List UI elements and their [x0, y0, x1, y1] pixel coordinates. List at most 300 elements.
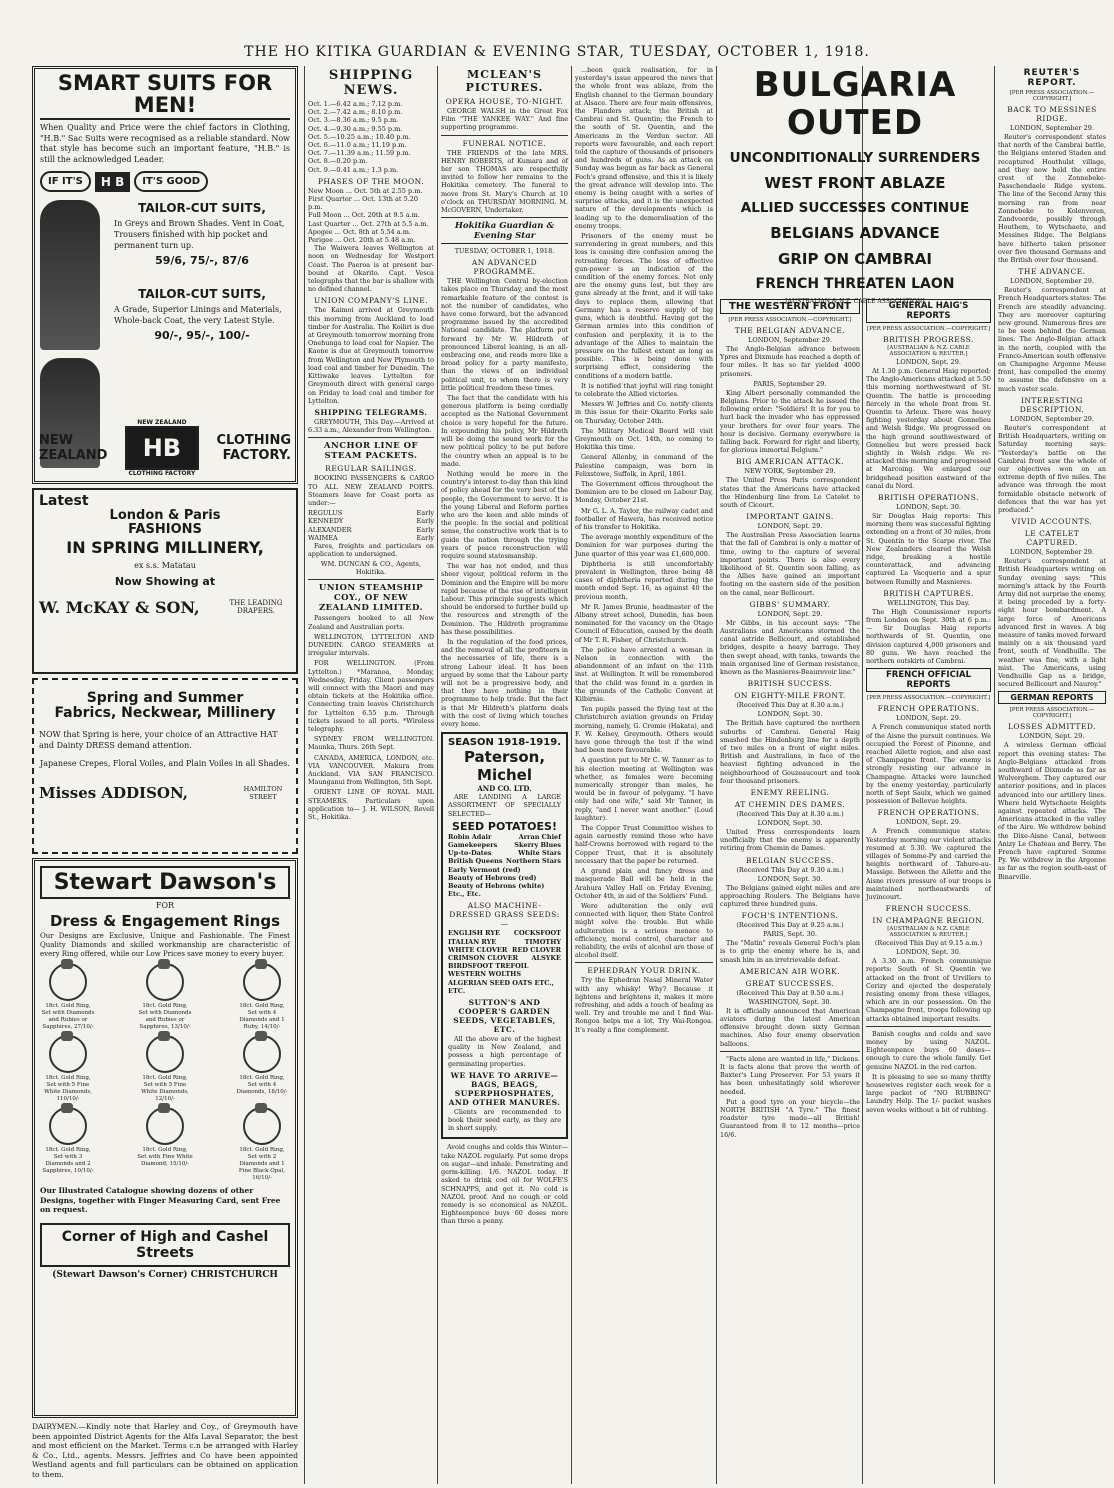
tide-row: Oct. 1.—6.42 a.m.; 7.12 p.m.	[308, 100, 403, 108]
smart-suits-title: SMART SUITS FOR MEN!	[40, 72, 290, 120]
news-column	[575, 66, 713, 1484]
paper-name: Hokitika Guardian & Evening Star	[441, 221, 568, 244]
ship-name: WAIMEA	[308, 533, 338, 542]
news-paragraph: It is notified that joyful will ring tonight to celebrate the Allied victories.	[575, 381, 713, 398]
operations-title: BRITISH OPERATIONS.	[878, 493, 979, 503]
brand-right	[216, 433, 291, 463]
french-ops2-text: A French communique states: Yesterday morning our violent attacks resumed at 5.30. We captured the villages of Somme-Py and carried the heights northward of Tahure-au-Massige. Between the Ailette and the Aisne rivers pressure of our troops is maintained northeastwards of Juvincourt.	[866, 827, 991, 901]
potato-row	[448, 866, 561, 874]
ship-row	[308, 534, 434, 542]
column-rule	[716, 66, 717, 1484]
american-text: The United Press Paris correspondent states that the Americans have attacked the Hindenburg line from Le Catelet to south of Cicourt.	[720, 476, 860, 510]
potato-row-left: Beauty of Hebrons (red)	[448, 873, 537, 882]
ring-row	[40, 963, 290, 1031]
tide-row: Oct. 8.—0.20 p.m.	[308, 157, 368, 166]
leader-title: AN ADVANCED PROGRAMME.	[471, 258, 538, 277]
millinery-ad	[32, 488, 298, 674]
leader-paragraph: In the regulation of the food prices, and the removal of all the profiteers in the necessaries of life, there is a strong Labour ideal. It has been argued by some that the Labour party will not be a progressive body, and that they have nothing in their programme to help trade. But the fact is that Mr Hildreth's platform deals with the cost of living which touches every home.	[441, 637, 568, 728]
moon-title: PHASES OF THE MOON.	[317, 176, 425, 186]
belgian-success-received: (Received This Day at 9.30 a.m.)	[736, 865, 844, 874]
canada-text: CANADA, AMERICA, LONDON, etc. VIA VANCOUVER. Makura from Auckland. VIA SAN FRANCISCO. Maunganui from Wellington, 5th Sept.	[308, 753, 434, 787]
potato-row	[448, 833, 561, 841]
mcleans-title: MCLEAN'S PICTURES.	[465, 68, 544, 94]
eighty-dateline: LONDON, Sept. 30.	[757, 710, 823, 719]
ship-departure: Early	[416, 517, 434, 526]
catelet-dateline: LONDON, September 29.	[1010, 548, 1094, 557]
tailor-suits-prices: 90/-, 95/-, 100/-	[154, 328, 250, 342]
leader-paragraph: The fact that the candidate with his generous platform is being cordially accepted as the National Government choice is very hopeful for the future. In expounding his policy, Mr Hildreth will be doing the sound work for the new political policy to be put before the country when an appeal is to be made.	[441, 394, 568, 468]
brand-left-line: NEW	[39, 433, 74, 448]
messines-title: BACK TO MESSINES RIDGE.	[1007, 105, 1097, 123]
moon-table	[308, 187, 434, 244]
grass-title: ALSO MACHINE-DRESSED GRASS SEEDS:—	[449, 901, 560, 929]
headline: ALLIED SUCCESSES CONTINUE	[740, 200, 970, 216]
french-official-head: FRENCH OFFICIAL REPORTS	[866, 668, 991, 692]
grass-row	[448, 979, 561, 995]
column-rule	[304, 66, 305, 1484]
news-paragraph: Diphtheria is still uncomfortably prevalent in Wellington, three being 48 cases of diphtheria reported during the month ended Sept. 16, as against 40 the previous month.	[575, 559, 713, 601]
enemy-title: ENEMY REELING.	[750, 787, 830, 797]
operations-dateline: LONDON, Sept. 30.	[896, 503, 961, 512]
royal-mail-text: ORIENT LINE OF ROYAL MAIL STEAMERS. Particulars upon application to— J. H. WILSON, Revell St., Hokitika.	[308, 788, 434, 822]
headline: GRIP ON CAMBRAI	[778, 250, 932, 268]
eighty-title: ON EIGHTY-MILE FRONT.	[734, 691, 846, 701]
ring-image	[49, 963, 87, 1001]
anchor-title: ANCHOR LINE OF STEAM PACKETS.	[323, 441, 419, 462]
season-title: SEASON 1918-1919.	[448, 737, 561, 749]
ship-departure: Early	[416, 533, 434, 542]
telegrams-text: GREYMOUTH, This Day.—Arrived at 6.33 a.m., Alexander from Wellington.	[308, 417, 434, 435]
air-sub: GREAT SUCCESSES.	[745, 978, 835, 988]
addison-street: HAMILTON STREET	[243, 784, 283, 801]
stewart-dawson-ad	[32, 858, 298, 1418]
dames-received: (Received This Day at 8.30 a.m.)	[736, 809, 844, 818]
shipping-column	[308, 66, 434, 1484]
leader-paragraph: Nothing would be more in the country's interest to-day than this kind of policy ahead for the very best of the people, the Government to serve. It is the young Liberal and Reform parties who are the keen and able minds of the people. In the social and political sense, the constructive work that is to guide the nation through the trying years of peace reconstruction will require sound statesmanship.	[441, 469, 568, 560]
ring-image	[146, 1107, 184, 1145]
belgian-dateline: LONDON, September 29.	[748, 336, 832, 344]
moon-row: Apogee ... Oct. 8th at 5.54 a.m.	[308, 227, 411, 236]
news-paragraph: Prisoners of the enemy must be surrendering in great numbers, and this loss is causing dire confusion among the retreating forces. The loss of effective gun-power is an indication of the condition of the enemy forces. Not only are the enemy guns lost, but they are guns already at the front, and it will take days to replace them, allowing that Germany has a reserve supply of big guns, which is doubtful. Having got the German armies into this condition of confusion and perplexity, it is to the advantage of the Allies to maintain the pressure on the fullest extent as long as possible. This is being done with surprising effect, considering the conditions of a modern battle.	[575, 232, 713, 380]
belgian-text: The Anglo-Belgian advance between Ypres and Dixmude has reached a depth of four miles. It has so far yielded 4000 prisoners.	[720, 345, 860, 378]
ring-caption: 18ct. Gold Ring, Set with 5 Fine White Diamonds, 110/10/-	[44, 1075, 92, 1102]
foch-text: The "Matin" reveals General Foch's plan is to grip the enemy where he is, and smash him in an irretrievable defeat.	[720, 939, 860, 964]
messines-text: Reuter's correspondent states that north of the Cambrai battle, the Belgians entered Staden and recaptured Houthulst village, and they now hold the entire crest of the Zonnebeke-Passchendaele Ridge system. The line of the Second Army this morning ran from near Zonnebeke to Kolenveren, Zandvoorde, possibly through Houthem, to Wytschaete, and Messines Ridge. The Belgians have hitherto taken prisoner over five thousand Germans and the British over four thousand.	[998, 133, 1106, 265]
grass-row-left: WESTERN WOLTHS	[448, 970, 522, 979]
ship-row	[308, 509, 434, 517]
headline-block	[720, 65, 990, 305]
paper-date: TUESDAY, OCTOBER 1, 1918.	[454, 247, 555, 256]
brand-left	[39, 433, 107, 463]
firm-text: ARE LANDING A LARGE ASSORTMENT OF SPECIALLY SELECTED—	[448, 793, 561, 818]
grass-row	[448, 962, 561, 970]
sutton-text: All the above are of the highest quality in New Zealand, and possess a high percentage of germinating properties.	[448, 1035, 561, 1068]
ship-name: KENNEDY	[308, 517, 344, 526]
ship-name: REGULUS	[308, 509, 343, 518]
gibbs-dateline: LONDON, Sept. 29.	[757, 609, 823, 618]
progress-credit: [AUSTRALIAN & N.Z. CABLE ASSOCIATION & REUTER.]	[887, 345, 970, 357]
potato-row-left: Early Vermont (red)	[448, 865, 521, 874]
dawson-catalogue: Our Illustrated Catalogue showing dozens of other Designs, together with Finger Measuring Card, sent Free on request.	[40, 1186, 281, 1214]
headline: FRENCH THREATEN LAON	[755, 276, 955, 292]
tide-row: Oct. 3.—8.36 a.m.; 9.5 p.m.	[308, 116, 399, 125]
dames-dateline: LONDON, Sept. 30.	[757, 818, 823, 827]
smart-suits-ad	[32, 66, 298, 484]
potato-row-left: Gamekeepers	[448, 841, 498, 850]
addison-ad	[32, 678, 298, 854]
grass-row	[448, 929, 561, 937]
french-success-title: FRENCH SUCCESS.	[885, 904, 972, 914]
funeral-text: THE FRIENDS of the late MRS. HENRY ROBERTS, of Kumara and of her son THOMAS are respectfully invited to follow her remains to the Hokitika cemetery. The funeral to move from St. Mary's Church at 10 o'clock on THURSDAY MORNING. M. McGOVERN, Undertaker.	[441, 148, 568, 215]
ring-image	[49, 1035, 87, 1073]
news-paragraph: General Allenby, in command of the Palestine campaign, was born in Felixstowe, Suffolk, in April, 1861.	[575, 453, 713, 478]
cable-credit: [AUSTRALIAN & N.Z. CABLE ASSOCIATION]	[785, 298, 925, 305]
addison-firm-name: Misses ADDISON,	[39, 783, 188, 802]
drink-text: Try the Ephedran Nasal Mineral Water with any whisky! Why? Because it lightens and brightens it, makes it more refreshing, and adds a touch of healing as well. Try and trouble me and I find Wai-Rongoa helps me a lot. Try Wai-Rongoa. It's really a fine complement.	[575, 976, 713, 1034]
firm-sub: AND CO. LTD.	[477, 784, 532, 794]
captures-title: BRITISH CAPTURES.	[883, 588, 974, 598]
millinery-line: FASHIONS	[128, 521, 202, 537]
column-rule	[571, 66, 572, 1484]
advance-title: THE ADVANCE.	[1018, 267, 1086, 277]
tailor-suits-title: TAILOR-CUT SUITS,	[138, 201, 266, 216]
news-paragraph: The average monthly expenditure of the Dominion for war purposes during the June quarter of this year was £1,600,000.	[575, 533, 713, 558]
potato-row-right: White Stars	[518, 849, 561, 858]
ring-item	[234, 963, 290, 1031]
news-paragraph: The Copper Trust Committee wishes to again earnestly remind those who have half-Crowns borrowed with regard to the Copper Trust, that it is absolutely necessary that the paper be returned.	[575, 824, 713, 865]
western-credit: [PER PRESS ASSOCIATION.—COPYRIGHT.]	[728, 317, 852, 323]
belgian-success-text: The Belgians gained eight miles and are approaching Roulers. The Belgians have captured three hundred guns.	[720, 883, 860, 908]
foch-dateline: PARIS, Sept. 30.	[763, 930, 817, 939]
mcleans-text: GEORGE WALSH in the Great Fox Film "THE YANKEE WAY." And fine supporting programme.	[441, 107, 568, 132]
smart-suits-intro: When Quality and Price were the chief factors in Clothing, "H.B." Sac Suits were recognised as a reliable standard. Now that style has become such an important feature, "H.B." is still the acknowledged Leader.	[40, 123, 291, 164]
drink-title: EPHEDRAN YOUR DRINK.	[587, 966, 701, 976]
losses-text: A wireless German official report this evening states: The Anglo-Belgians attacked from southward of Dixmude as far as Wulverghem. They captured our anterior positions, and in places advanced into our artillery lines. Where held Wytschaete Heights against repeated attacks. The Americans attacked in the valley of the Aire. We withdrew behind the Dixe-Aisne Canal, between Anizy Le Chateau and Berry. The French have captured Somme Py. We withdrew in the Argonne as far as the region south-east of Binarville.	[998, 741, 1106, 881]
eighty-text: The British have captured the northern suburbs of Cambrai. General Haig smashed the Hindenburg line for a depth of two miles on a front of eight miles. British and Australians, in face of the heaviest fighting advanced in the neighbourhood of Gouzeaucourt and took four thousand prisoners.	[720, 719, 860, 785]
millinery-line: London & Paris	[109, 508, 221, 523]
tailor-suits-text: In Greys and Brown Shades. Vent in Coat, Trousers finished with hip pocket and permanent turn up.	[114, 218, 285, 250]
funeral-title: FUNERAL NOTICE.	[462, 138, 547, 148]
grass-row-right: TIMOTHY	[524, 937, 561, 946]
masthead	[0, 0, 1114, 58]
addison-firm	[39, 784, 291, 802]
ring-item	[40, 1107, 96, 1182]
gibbs-text: Mr Gibbs, in his account says: "The Australians and Americans stormed the canal astride Bellicourt, and established bridges, despite a heavy barrage. They then swept ahead, with tanks, towards the main organised line of German resistance, known as the Masnieres-Beaurevoir line."	[720, 618, 860, 677]
western-front-column	[720, 296, 860, 1484]
millinery-firm-tag: THE LEADING DRAPERS.	[229, 599, 283, 616]
tide-row: Oct. 7.—11.39 a.m.; 11.59 p.m.	[308, 149, 411, 158]
paris-dateline: PARIS, September 29.	[753, 379, 827, 388]
slogan-mark: H B	[95, 172, 130, 192]
sydney-text: SYDNEY FROM WELLINGTON. Maunka, Thurs. 26th Sept.	[308, 735, 434, 752]
ring-image	[243, 1035, 281, 1073]
ring-caption: 18ct. Gold Ring, Set with Fine White Diamond, 15/10/-	[137, 1147, 193, 1167]
tide-row: Oct. 9.—0.41 a.m.; 1.3 p.m.	[308, 165, 399, 174]
potato-row-left: Robin Adair	[448, 832, 492, 841]
news-paragraph: The police have arrested a woman in Nelson in connection with the abandonment of an infant on the 11th inst. at Wellington. It will be remembered that the child was found in a garden in the grounds of the Catholic Convent at Kilbirnie.	[575, 645, 713, 704]
man-figure-image	[40, 200, 100, 350]
baxter-ad: "Facts alone are wanted in life," Dickens. It is facts alone that prove the worth of Baxter's Lung Preserver. For 53 years it has been unhesitatingly sold wherever needed.	[720, 1054, 860, 1096]
champagne-title: IN CHAMPAGNE REGION.	[872, 916, 985, 926]
reuter-credit: [PER PRESS ASSOCIATION.—COPYRIGHT.]	[1009, 90, 1095, 102]
belgian-success-title: BELGIAN SUCCESS.	[746, 855, 834, 865]
brand-right-line: FACTORY.	[222, 448, 291, 463]
anchor-agent: WM. DUNCAN & CO., Agents, Hokitika.	[320, 560, 422, 577]
ring-caption: 18ct. Gold Ring, Set with Diamonds and Rubies or Sapphires, 13/10/-	[138, 1003, 192, 1030]
ring-item	[137, 1035, 193, 1103]
progress-text: At 1.30 p.m. General Haig reported: The Anglo-Americans attacked at 5.50 this morning northwestward of St. Quentin. The battle is proceeding fiercely in the whole front from St. Quentin to Arleux. There was heavy fighting yesterday about Gonnelieu and Welsh Ridge. We progressed on the high ground southwestward of Gonnelieu but were pressed back slightly in Welsh ridge. We re-attacked this morning and progressed at Marcoing. We enlarged our bridgehead position eastward of the canal du Nord.	[866, 367, 991, 490]
anchor-fares: Fares, freights and particulars on application to undersigned.	[308, 541, 434, 559]
dames-title: AT CHEMIN DES DAMES.	[734, 799, 846, 809]
slogan-left: IF IT'S	[40, 171, 91, 192]
interesting-dateline: LONDON, September 29.	[1010, 414, 1094, 423]
potato-row-left: British Queens	[448, 857, 503, 866]
catelet-title: LE CATELET CAPTURED.	[1024, 529, 1080, 548]
western-front-head: THE WESTERN FRONT	[720, 299, 860, 314]
eighty-received: (Received This Day at 8.30 a.m.)	[736, 701, 844, 710]
ship-name: ALEXANDER	[308, 525, 352, 534]
ring-image	[243, 963, 281, 1001]
grass-row-left: ALGERIAN SEED OATS ETC., ETC.	[448, 978, 554, 995]
paterson-ad	[441, 732, 568, 1139]
german-credit: [PER PRESS ASSOCIATION.—COPYRIGHT.]	[1009, 707, 1095, 720]
grass-row	[448, 946, 561, 954]
advertisement-column	[32, 66, 298, 1484]
french-ops-title: FRENCH OPERATIONS.	[877, 704, 980, 714]
french-ops2-title: FRENCH OPERATIONS.	[877, 808, 980, 818]
sutton-title: SUTTON'S AND COOPER'S GARDEN SEEDS, VEGETABLES, ETC.	[453, 998, 556, 1035]
champagne-received: (Received This Day at 9.15 a.m.)	[874, 939, 983, 948]
news-paragraph: ...been quick realisation, for in yesterday's issue appeared the news that the whole front was ablaze, from the English channel to the German boundary at Alsace. There are four main offensives, the Flanders attack; the British at Cambrai and St. Quentin; the French to the south of St. Quentin, and the Americans in the Verdun sector. All reports were favourable, and each report told the capture of thousands of prisoners and hundreds of guns. As an attack on Sunday was begun as far back as General Foch's grand offensive, and this it is likely the great advance will develop into. The enemy is being caught with a series of surprise attacks, and it is the unexpected nature of the developments which is leading up to the demoralisation of the enemy troops.	[575, 66, 713, 230]
hb-logo: HB	[125, 426, 199, 470]
german-reports-head: GERMAN REPORTS	[998, 691, 1106, 704]
tailor-suits-text: A Grade, Superior Linings and Materials, Whole-back Coat, the very Latest Style.	[114, 304, 282, 325]
tailor-suits-title: TAILOR-CUT SUITS,	[138, 287, 266, 302]
dawson-for: FOR	[155, 901, 175, 910]
news-paragraphs	[575, 66, 713, 959]
dawson-text: Our Designs are Exclusive, Unique and Fashionable. The Finest Quality Diamonds and skilled workmanship are characteristic of every Ring offered, while our Low Prices save money to every buyer.	[40, 932, 290, 958]
potato-row-right: Northern Stars	[506, 857, 561, 866]
potato-row	[448, 857, 561, 865]
anchor-text: BOOKING PASSENGERS & CARGO TO ALL NEW ZEALAND PORTS. Steamers leave for Coast ports as under:—	[308, 474, 434, 507]
tailor-suits-prices: 59/6, 75/-, 87/6	[155, 253, 249, 267]
dawson-subject: Dress & Engagement Rings	[49, 912, 280, 930]
shipping-title: SHIPPING NEWS.	[328, 68, 414, 98]
potato-row-left: Beauty of Hebrons (white)	[448, 882, 545, 891]
ship-departure: Early	[416, 509, 434, 518]
grass-list	[448, 929, 561, 995]
moon-row: Perigee ... Oct. 20th at 5.48 a.m.	[308, 236, 416, 245]
air-dateline: WASHINGTON, Sept. 30.	[748, 997, 832, 1006]
ring-caption: 18ct. Gold Ring, Set with 4 Diamonds, 18/10/-	[236, 1075, 288, 1095]
bags-text: Clients are recommended to book their seed early, as they are in short supply.	[448, 1107, 561, 1133]
union-ss-routes: WELLINGTON, LYTTELTON AND DUNEDIN. CARGO STEAMERS at irregular intervals.	[308, 632, 434, 658]
ship-row	[308, 517, 434, 525]
progress-dateline: LONDON, Sept. 29.	[896, 358, 961, 366]
union-title: UNION COMPANY'S LINE.	[313, 296, 429, 306]
ship-departure: Early	[416, 525, 434, 534]
potato-row	[448, 890, 561, 898]
grass-row	[448, 938, 561, 946]
ring-image	[243, 1107, 281, 1145]
ring-caption: 18ct. Gold Ring, Set with 3 Diamonds and 2 Sapphires, 10/10/-	[42, 1147, 94, 1174]
tyre-ad: Put a good tyre on your bicycle—the NORTH BRITISH "A Tyre." The finest roadster tyre made—all British! Guaranteed from 8 to 12 months—price 16/6.	[720, 1097, 860, 1139]
addison-line: Spring and Summer	[86, 690, 244, 706]
ring-image	[146, 963, 184, 1001]
vivid-title: VIVID ACCOUNTS.	[1011, 517, 1093, 527]
ring-caption: 18ct. Gold Ring, Set with Diamonds and Rubies or Sapphires, 27/10/-	[41, 1003, 95, 1030]
french-ops-dateline: LONDON, Sept. 29.	[896, 714, 961, 723]
union-ss-text: Passengers booked to all New Zealand and Australian ports.	[308, 614, 434, 631]
gains-title: IMPORTANT GAINS.	[746, 512, 834, 522]
union-text: The Kaimoi arrived at Greymouth this morning from Auckland to load timber for Australia. The Koiliri is due at Greymouth tomorrow morning from Onehunga to load coal for Napier. The Kaone is due at Greymouth tomorrow from Wellington and New Plymouth to load coal and timber for Dunedin. The Kittiwake leaves Lyttelton for Greymouth direct with general cargo on Friday to load coal and timber for Lyttelton.	[308, 306, 434, 405]
column-rule	[437, 66, 438, 1484]
slogan	[40, 171, 290, 192]
anchor-sub: REGULAR SAILINGS.	[325, 464, 417, 474]
millinery-showing: Now Showing at	[114, 575, 216, 589]
potato-list	[448, 833, 561, 899]
ship-row	[308, 526, 434, 534]
millinery-ship: ex s.s. Matatau	[134, 561, 196, 571]
dawson-corner: Corner of High and Cashel Streets	[40, 1223, 290, 1267]
potato-row-right: Skerry Blues	[514, 841, 561, 850]
gains-dateline: LONDON, Sept. 29.	[757, 522, 823, 531]
ring-item	[137, 1107, 193, 1182]
laundry-ad: It is pleasing to see so many thrifty housewives register each week for a large packet of "NO RUBBING" Laundry Help. The 1/- packet washes seven weeks without a bit of rubbing.	[866, 1072, 991, 1114]
potato-row	[448, 841, 561, 849]
potato-row	[448, 874, 561, 882]
champagne-credit: [AUSTRALIAN & N.Z. CABLE ASSOCIATION & REUTER.]	[887, 926, 970, 939]
foch-received: (Received This Day at 9.25 a.m.)	[736, 921, 844, 930]
slogan-right: IT'S GOOD	[134, 171, 208, 192]
advance-dateline: LONDON, September 29.	[1010, 277, 1094, 286]
bags-title: WE HAVE TO ARRIVE— BAGS, BEAGS, SUPERPHOSPHATES, AND OTHER MANURES.	[448, 1070, 561, 1107]
foch-title: FOCH'S INTENTIONS.	[741, 911, 839, 921]
ring-item	[40, 1035, 96, 1103]
messines-dateline: LONDON, September 29.	[1010, 124, 1094, 132]
millinery-firm-name: W. McKAY & SON,	[39, 597, 200, 617]
millinery-latest: Latest	[39, 493, 89, 509]
millinery-headline: IN SPRING MILLINERY,	[66, 538, 264, 558]
news-paragraph: Were adulteration the only evil connected with liquor, then State Control might solve the trouble. But while adulteration is a serious menace to efficiency, moral control, character and reliability, the evils of alcohol are those of alcohol itself.	[575, 901, 713, 960]
grass-row-left: ENGLISH RYE	[448, 929, 500, 938]
column-rule	[994, 66, 995, 1484]
editorial-column	[441, 66, 568, 1484]
french-ops-text: A French communique stated north of the Aisne the pursuit continues. We occupied the Forest of Pinonne, and reached Ailette region, and also east of Champagne front. The enemy is strongly resisting our advance in Champagne. Attacks were launched by the enemy yesterday, particularly north of Sept Saulx, which we gained possession of Bellevue heights.	[866, 723, 991, 806]
nazol-ad: Avoid coughs and colds this Winter—take NAZOL regularly. Put some drops on sugar—and inhale. Penetrating and germ-killing. 1/6. NAZOL today. If asked to drink cod oil for WOLFE'S SCHNAPPS, and get it. No cold is NAZOL proof. And no cough or cold remedy is so economical as NAZOL. Eighteenpence buys 60 doses more than three a penny.	[441, 1143, 568, 1226]
tide-row: Oct. 6.—11.0 a.m.; 11.19 p.m.	[308, 141, 407, 150]
general-credit: [PER PRESS ASSOCIATION.—COPYRIGHT.]	[866, 326, 991, 332]
ring-image	[49, 1107, 87, 1145]
ring-item	[234, 1035, 290, 1103]
dawson-corner-sub: (Stewart Dawson's Corner) CHRISTCHURCH	[52, 1269, 278, 1280]
interesting-title: INTERESTING DESCRIPTION.	[1019, 395, 1085, 414]
shipping-text: The Waiwera leaves Wellington at noon on Wednesday for Westport Coast. The Paeroa is at present bar-bound at Okarito. Capt. Vesca telegraphs that the bar is shallow with no defined channel.	[308, 244, 434, 294]
mcleans-sub: OPERA HOUSE, TO-NIGHT.	[445, 97, 564, 106]
news-paragraph: A question put to Mr C. W. Tanner as to his election meeting at Wellington was whether, as females were becoming numerically stronger than males, he would be in favour of polygamy. "I have only had one wife," said Mr Tanner, in reply, "and I never want another." (Loud laughter).	[575, 756, 713, 822]
potato-row-left: Etc., Etc.	[448, 890, 481, 899]
leader-paragraph: THE Wellington Central by-election takes place on Thursday, and the most remarkable feature of the contest is not the number of candidates, who have come forward, but the advanced programme issued by the accredited National candidate. The platform put forward by Mr W. Hildreth of pronounced Liberal leaning, is an all-embracing one, and reads more like a broad policy for a party manifesto, than the views of an individual political unit, to whom there is very little political freedom these times.	[441, 277, 568, 392]
catelet-text: Reuter's correspondent at British Headquarters writing on Sunday evening says: "This morning's attack by the Fourth Army did not surprise the enemy, it being preceded by a forty-eight hour bombardment. A large force of Americans advanced first in waves. A big measure of tanks moved forward mainly on a six thousand yard front, south of Vendhuille. The weather was fine, with a light mist. The Americans, using Vendhuille Gap as a bridge, secured Bellicourt and Nauroy."	[998, 557, 1106, 689]
millinery-firm	[39, 598, 291, 617]
news-paragraph: The Military Medical Board will visit Greymouth on Oct. 14th, no coming to Hokitika this time.	[575, 426, 713, 452]
dames-text: United Press correspondents learn unofficially that the enemy is apparently retiring from Chemin de Dames.	[720, 827, 860, 853]
headline: UNCONDITIONALLY SURRENDERS	[729, 150, 981, 166]
dairymen-notice: DAIRYMEN.—Kindly note that Harley and Coy., of Greymouth have been appointed District Agents for the Alfa Laval Separator, the best and most efficient on the Market. Terms c.n be arranged with Harley & Co., Ltd., agents. Messrs. Jeffries and Co have been appointed Westland agents and full particulars can be obtained on application to them.	[32, 1422, 298, 1479]
grass-row-left: WHITE CLOVER	[448, 945, 508, 954]
captures-dateline: WELLINGTON, This Day.	[887, 598, 970, 607]
addison-line: Fabrics, Neckwear, Millinery	[54, 704, 276, 721]
losses-dateline: LONDON, Sept. 29.	[1019, 732, 1085, 741]
seed-title: SEED POTATOES!	[452, 819, 557, 833]
brand-left-line: ZEALAND	[39, 448, 108, 463]
potato-row-left: Up-to-Dates	[448, 849, 492, 858]
air-text: It is officially announced that American aviators during the latest American offensive brought down sixty German machines. Also four enemy observation balloons.	[720, 1006, 860, 1048]
tide-row: Oct. 5.—10.25 a.m.; 10.40 p.m.	[308, 132, 411, 141]
american-dateline: NEW YORK, September 29.	[744, 467, 836, 476]
air-title: AMERICAN AIR WORK.	[739, 966, 841, 976]
moon-row: First Quarter ... Oct. 13th at 5.20 p.m.	[308, 195, 418, 212]
captures-text: The High Commissioner reports from London on Sept. 30th at 6 p.m.:— Sir Douglas Haig reports northwards of St. Quentin, one division captured 4,000 prisoners and 80 guns. We have reached the northern outskirts of Cambrai.	[866, 607, 991, 666]
belgian-success-dateline: LONDON, Sept. 30.	[757, 874, 823, 883]
grass-row-right: ALSYKE	[531, 954, 561, 963]
tide-table	[308, 100, 434, 174]
firm-name: Paterson, Michel	[463, 748, 546, 785]
french-credit: [PER PRESS ASSOCIATION.—COPYRIGHT.]	[866, 695, 991, 702]
moon-row: Last Quarter ... Oct. 27th at 5.5 a.m.	[308, 219, 429, 228]
telegrams-title: SHIPPING TELEGRAMS.	[314, 407, 428, 417]
belgian-title: THE BELGIAN ADVANCE.	[734, 326, 846, 335]
gains-text: The Australian Press Association learns that the fall of Cambrai is only a matter of time, owing to the capture of several important points. There is also every likelihood of St. Quentin soon falling, as the Allies have gained an important footing on the eastern side of the position on the canal, near Bellicourt.	[720, 531, 860, 597]
gibbs-title: GIBBS' SUMMARY.	[749, 599, 831, 609]
ring-row	[40, 1107, 290, 1182]
grass-row	[448, 954, 561, 962]
addison-text: Japanese Crepes, Floral Voiles, and Plain Voiles in all Shades.	[40, 759, 290, 769]
potato-row-right: Arran Chief	[518, 832, 561, 841]
headline: WEST FRONT ABLAZE	[764, 174, 946, 192]
nazol-ad: Banish coughs and colds and save money by using NAZOL. Eighteenpence buys 60 doses—enough to cure the whole family. Get genuine NAZOL in the red carton.	[866, 1029, 991, 1071]
news-paragraph: Ten pupils passed the flying test at the Christchurch aviation grounds on Friday morning, namely, G. Cromie (Hakata), and F. W. Kelsey, Greymouth. Others would have gone through the test if the wind had been more favourable.	[575, 705, 713, 755]
grass-row-right: RED CLOVER	[512, 945, 561, 954]
news-paragraph: Mr G. L. A. Taylor, the railway cadet and footballer of Hawera, has received notice of his transfer to Hokitika.	[575, 506, 713, 531]
grass-row-left: ITALIAN RYE	[448, 937, 497, 946]
ring-item	[40, 963, 96, 1031]
dawson-name: Stewart Dawson's	[40, 866, 290, 899]
american-title: BIG AMERICAN ATTACK.	[735, 457, 844, 467]
union-ss-text: FOR WELLINGTON. (From Lyttelton.) *Maranoa, Monday, Wednesday, Friday. Client passengers will connect with the Maori and may obtain tickets at the Hokitika office. Connecting train leaves Christchurch for Lyttelton 6.55 p.m. Through tickets issued to all ports. *Wireless telegraphy.	[308, 659, 434, 733]
brand-logo-bottom: CLOTHING FACTORY	[128, 470, 196, 477]
operations-text: Sir Douglas Haig reports: This morning there was successful fighting extending on a front of 30 miles, from St. Quentin to the Scarpe river. The New Zealanders cleared the Welsh ridge, breaking a hostile counterattack, and advancing captured La Vacquerie and a spur between Rumilly and Masnieres.	[866, 512, 991, 586]
news-paragraph: A grand plain and fancy dress and masquerade Ball will be held in the Arahura Valley Hall on Friday Evening, October 4th, in aid of the Soldiers' Fund.	[575, 867, 713, 900]
air-received: (Received This Day at 9.50 a.m.)	[736, 988, 844, 997]
ring-caption: 18ct. Gold Ring, Set with 2 Diamonds and 1 Fine Black Opal, 16/10/-	[238, 1147, 286, 1181]
advance-text: Reuter's correspondent at French Headquarters states: The French are steadily advancing. They are moreover capturing new ground. Numerous fires are to be seen behind the German lines. The Anglo-Belgian attack in the north, coupled with the Franco-American south offensive on Champagne Argonne Meuse front, has compelled the enemy to assume the defensive on a much vaster scale.	[998, 286, 1106, 393]
addison-text: NOW that Spring is here, your choice of an Attractive HAT and Dainty DRESS demand attention.	[39, 730, 278, 750]
potato-row	[448, 849, 561, 857]
ring-row	[40, 1035, 290, 1103]
reuter-column	[998, 66, 1106, 1484]
ring-item	[137, 963, 193, 1031]
champagne-dateline: LONDON, Sept. 30.	[896, 948, 961, 957]
ring-item	[234, 1107, 290, 1182]
tide-row: Oct. 4.—9.30 a.m.; 9.55 p.m.	[308, 124, 403, 133]
leader-paragraph: The war has not ended, and thus sheer vigour, political reform in the Dominion and the Empire will be more rapid because of the rise of intelligent Labour. This principle suggests which should be endorsed to further build up the resources and strength of the Dominion. The Hildreth programme has these possibilities.	[441, 562, 568, 636]
french-ops2-dateline: LONDON, Sept. 29.	[896, 818, 961, 827]
paris-text: King Albert personally commanded the Belgians. Prior to the attack he issued the following order: "Soldiers! It is for you to hurl back the invader who has oppressed your brothers for over four years. The hour is decisive. Germany everywhere is falling back. Forward for right and liberty, for glorious immortal Belgium."	[720, 388, 860, 455]
news-paragraph: Messrs W. Jeffries and Co. notify clients in this issue for their Okarito Forks sale on Thursday, October 24th.	[575, 400, 713, 425]
headline: BELGIANS ADVANCE	[770, 224, 940, 242]
brand-strip	[39, 419, 291, 477]
